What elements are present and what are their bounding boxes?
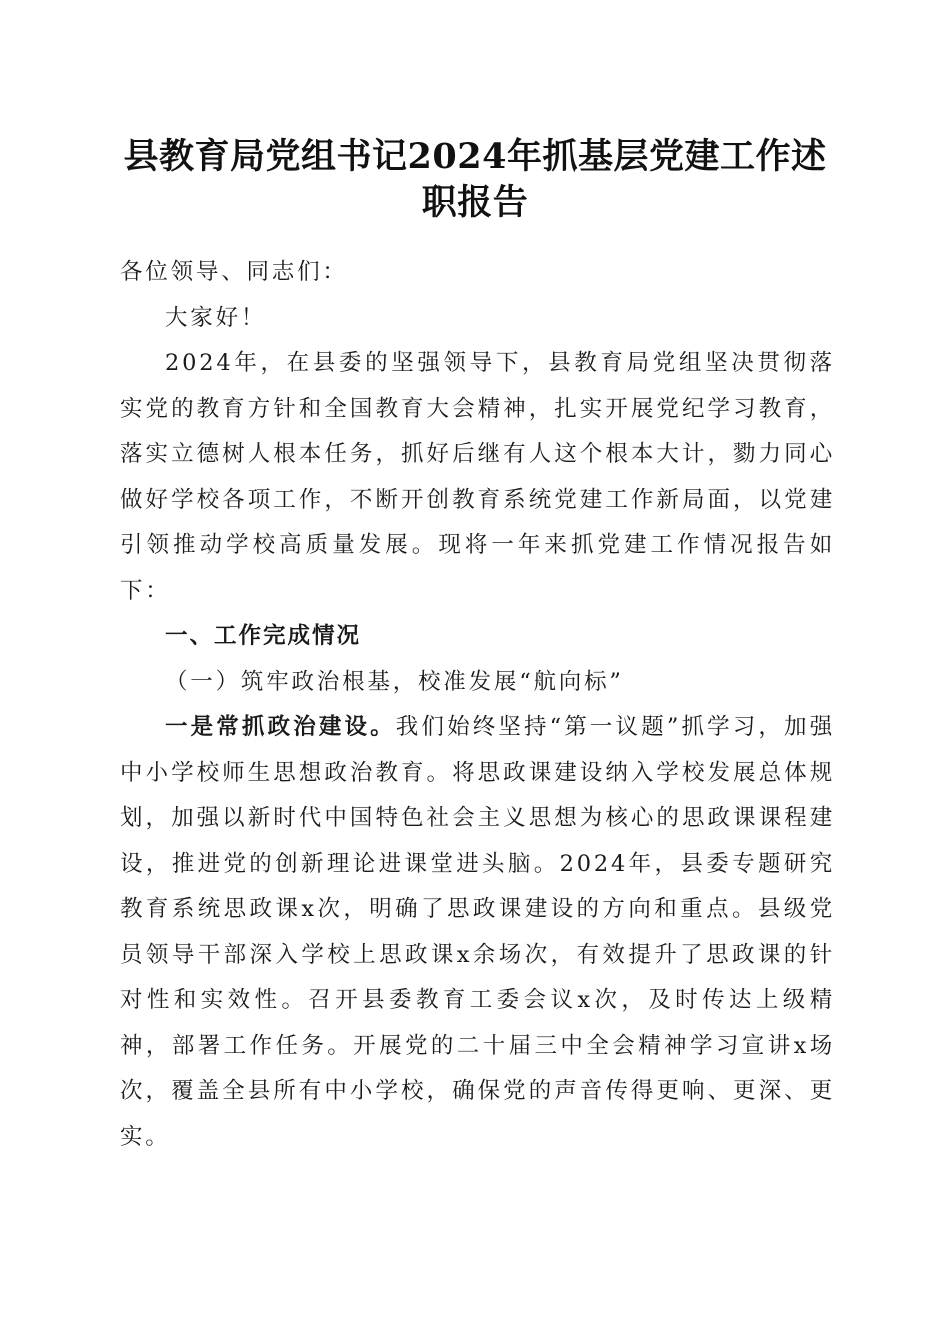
body-paragraph xyxy=(120,705,835,1160)
document-title: 县教育局党组书记2024年抓基层党建工作述职报告 xyxy=(123,136,827,223)
section-heading: 一、工作完成情况 xyxy=(165,623,362,649)
paragraph-text: 我们始终坚持“第一议题”抓学习，加强中小学校师生思想政治教育。将思政课建设纳入学校发展总体规划，加强以新时代中国特色社会主义思想为核心的思政课课程建设，推进党的创新理论进课堂进头脑。2024年，县委专题研究教育系统思政课x次，明确了思政课建设的方向和重点。县级党员领导干部深入学校上思政课x余场次，有效提升了思政课的针对性和实效性。召开县委教育工委会议x次，及时传达上级精神，部署工作任务。开展党的二十届三中全会精神学习宣讲x场次，覆盖全县所有中小学校，确保党的声音传得更响、更深、更实。 xyxy=(120,714,836,1150)
greeting: 大家好！ xyxy=(165,304,267,331)
document-body xyxy=(120,250,835,1160)
paragraph-lead: 一是常抓政治建设。 xyxy=(165,714,396,740)
subsection-heading: （一）筑牢政治根基，校准发展“航向标” xyxy=(165,668,624,695)
salutation: 各位领导、同志们： xyxy=(120,259,348,285)
intro-paragraph: 2024年，在县委的坚强领导下，县教育局党组坚决贯彻落实党的教育方针和全国教育大会精神，扎实开展党纪学习教育，落实立德树人根本任务，抓好后继有人这个根本大计，勠力同心做好学校各项工作，不断开创教育系统党建工作新局面，以党建引领推动学校高质量发展。现将一年来抓党建工作情况报告如下： xyxy=(120,350,835,604)
